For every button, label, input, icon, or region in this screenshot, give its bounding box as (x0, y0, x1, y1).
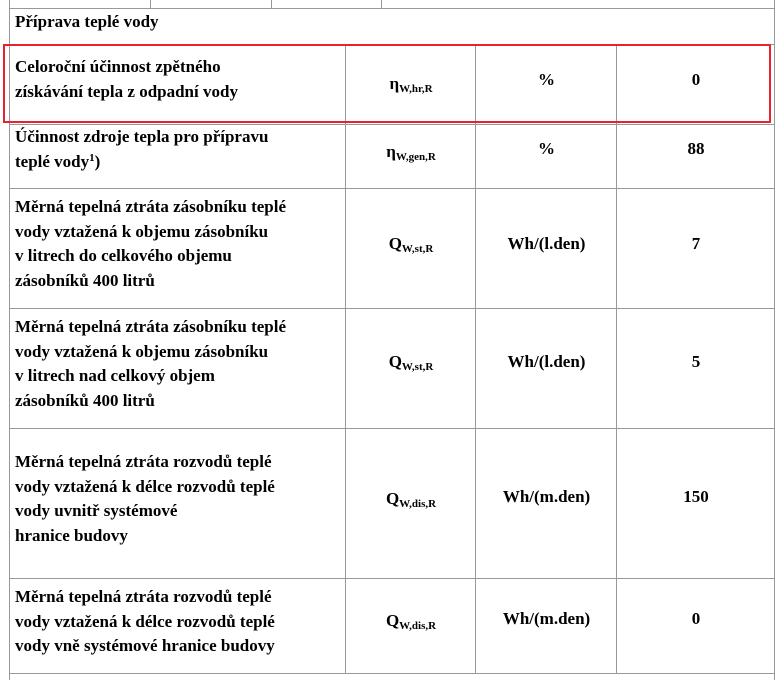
grid-line (9, 428, 775, 429)
footnote-marker: 1 (89, 151, 95, 164)
description-line: Měrná tepelná ztráta rozvodů teplé (15, 452, 272, 471)
symbol-main: Q (385, 611, 400, 630)
symbol-main: Q (385, 489, 400, 508)
grid-line (9, 308, 775, 309)
description-line (15, 150, 345, 175)
row-symbol (346, 489, 476, 514)
grid-line (9, 8, 775, 9)
grid-line (150, 0, 151, 8)
row-unit: Wh/(m.den) (502, 609, 591, 628)
section-title: Příprava teplé vody (15, 12, 159, 31)
row-unit: Wh/(m.den) (502, 487, 591, 506)
row-symbol (346, 234, 476, 259)
description-line: vody vně systémové hranice budovy (15, 636, 275, 655)
symbol-subscript: W,st,R (401, 243, 434, 255)
symbol-main: η (389, 74, 400, 93)
row-description (15, 125, 345, 174)
description-text: teplé vody (15, 151, 90, 171)
symbol-subscript: W,gen,R (395, 151, 436, 163)
row-unit: % (538, 139, 555, 158)
description-line: vody vztažená k délce rozvodů teplé (15, 476, 275, 496)
row-symbol (346, 352, 476, 377)
description-line: vody vztažená k objemu zásobníku (15, 341, 269, 361)
row-unit: Wh/(l.den) (507, 234, 586, 253)
description-line: vody uvnitř systémové (15, 501, 178, 520)
grid-line (9, 188, 775, 189)
symbol-subscript: W,hr,R (399, 83, 433, 95)
description-line: Účinnost zdroje tepla pro přípravu (15, 127, 269, 146)
symbol-subscript: W,dis,R (399, 620, 437, 632)
grid-line (9, 673, 775, 674)
description-line: v litrech nad celkový objem (15, 366, 215, 385)
row-description (15, 450, 345, 548)
row-value: 150 (683, 487, 709, 506)
description-line: zásobníků 400 litrů (15, 390, 155, 410)
symbol-main: Q (388, 234, 402, 253)
grid-line (9, 578, 775, 579)
description-line: Měrná tepelná ztráta rozvodů teplé (15, 587, 272, 606)
symbol-subscript: W,dis,R (399, 498, 437, 510)
row-value: 0 (691, 70, 701, 89)
symbol-main: η (386, 142, 396, 161)
description-line: v litrech do celkového objemu (15, 246, 232, 265)
description-line: Měrná tepelná ztráta zásobníku teplé (15, 317, 287, 336)
row-value: 0 (691, 609, 701, 628)
symbol-subscript: W,st,R (401, 361, 434, 373)
row-value: 5 (691, 352, 701, 371)
symbol-main: Q (388, 352, 402, 371)
row-symbol (346, 142, 476, 167)
row-value: 7 (691, 234, 701, 253)
row-description (15, 195, 345, 293)
description-line: vody vztažená k délce rozvodů teplé (15, 611, 275, 631)
row-unit: Wh/(l.den) (507, 352, 586, 371)
description-line: hranice budovy (15, 525, 128, 545)
description-line: získávání tepla z odpadní vody (15, 81, 238, 101)
row-symbol (346, 611, 476, 636)
grid-line (381, 0, 382, 8)
description-text: ) (94, 151, 101, 171)
highlight-frame (3, 44, 771, 123)
row-description (15, 315, 345, 413)
row-unit: % (538, 70, 555, 89)
row-description (15, 585, 345, 659)
description-line: Celoroční účinnost zpětného (15, 57, 221, 76)
grid-line (271, 0, 272, 8)
description-line: zásobníků 400 litrů (15, 270, 155, 290)
row-value: 88 (687, 139, 705, 158)
description-line: Měrná tepelná ztráta zásobníku teplé (15, 197, 287, 216)
description-line: vody vztažená k objemu zásobníku (15, 221, 269, 241)
